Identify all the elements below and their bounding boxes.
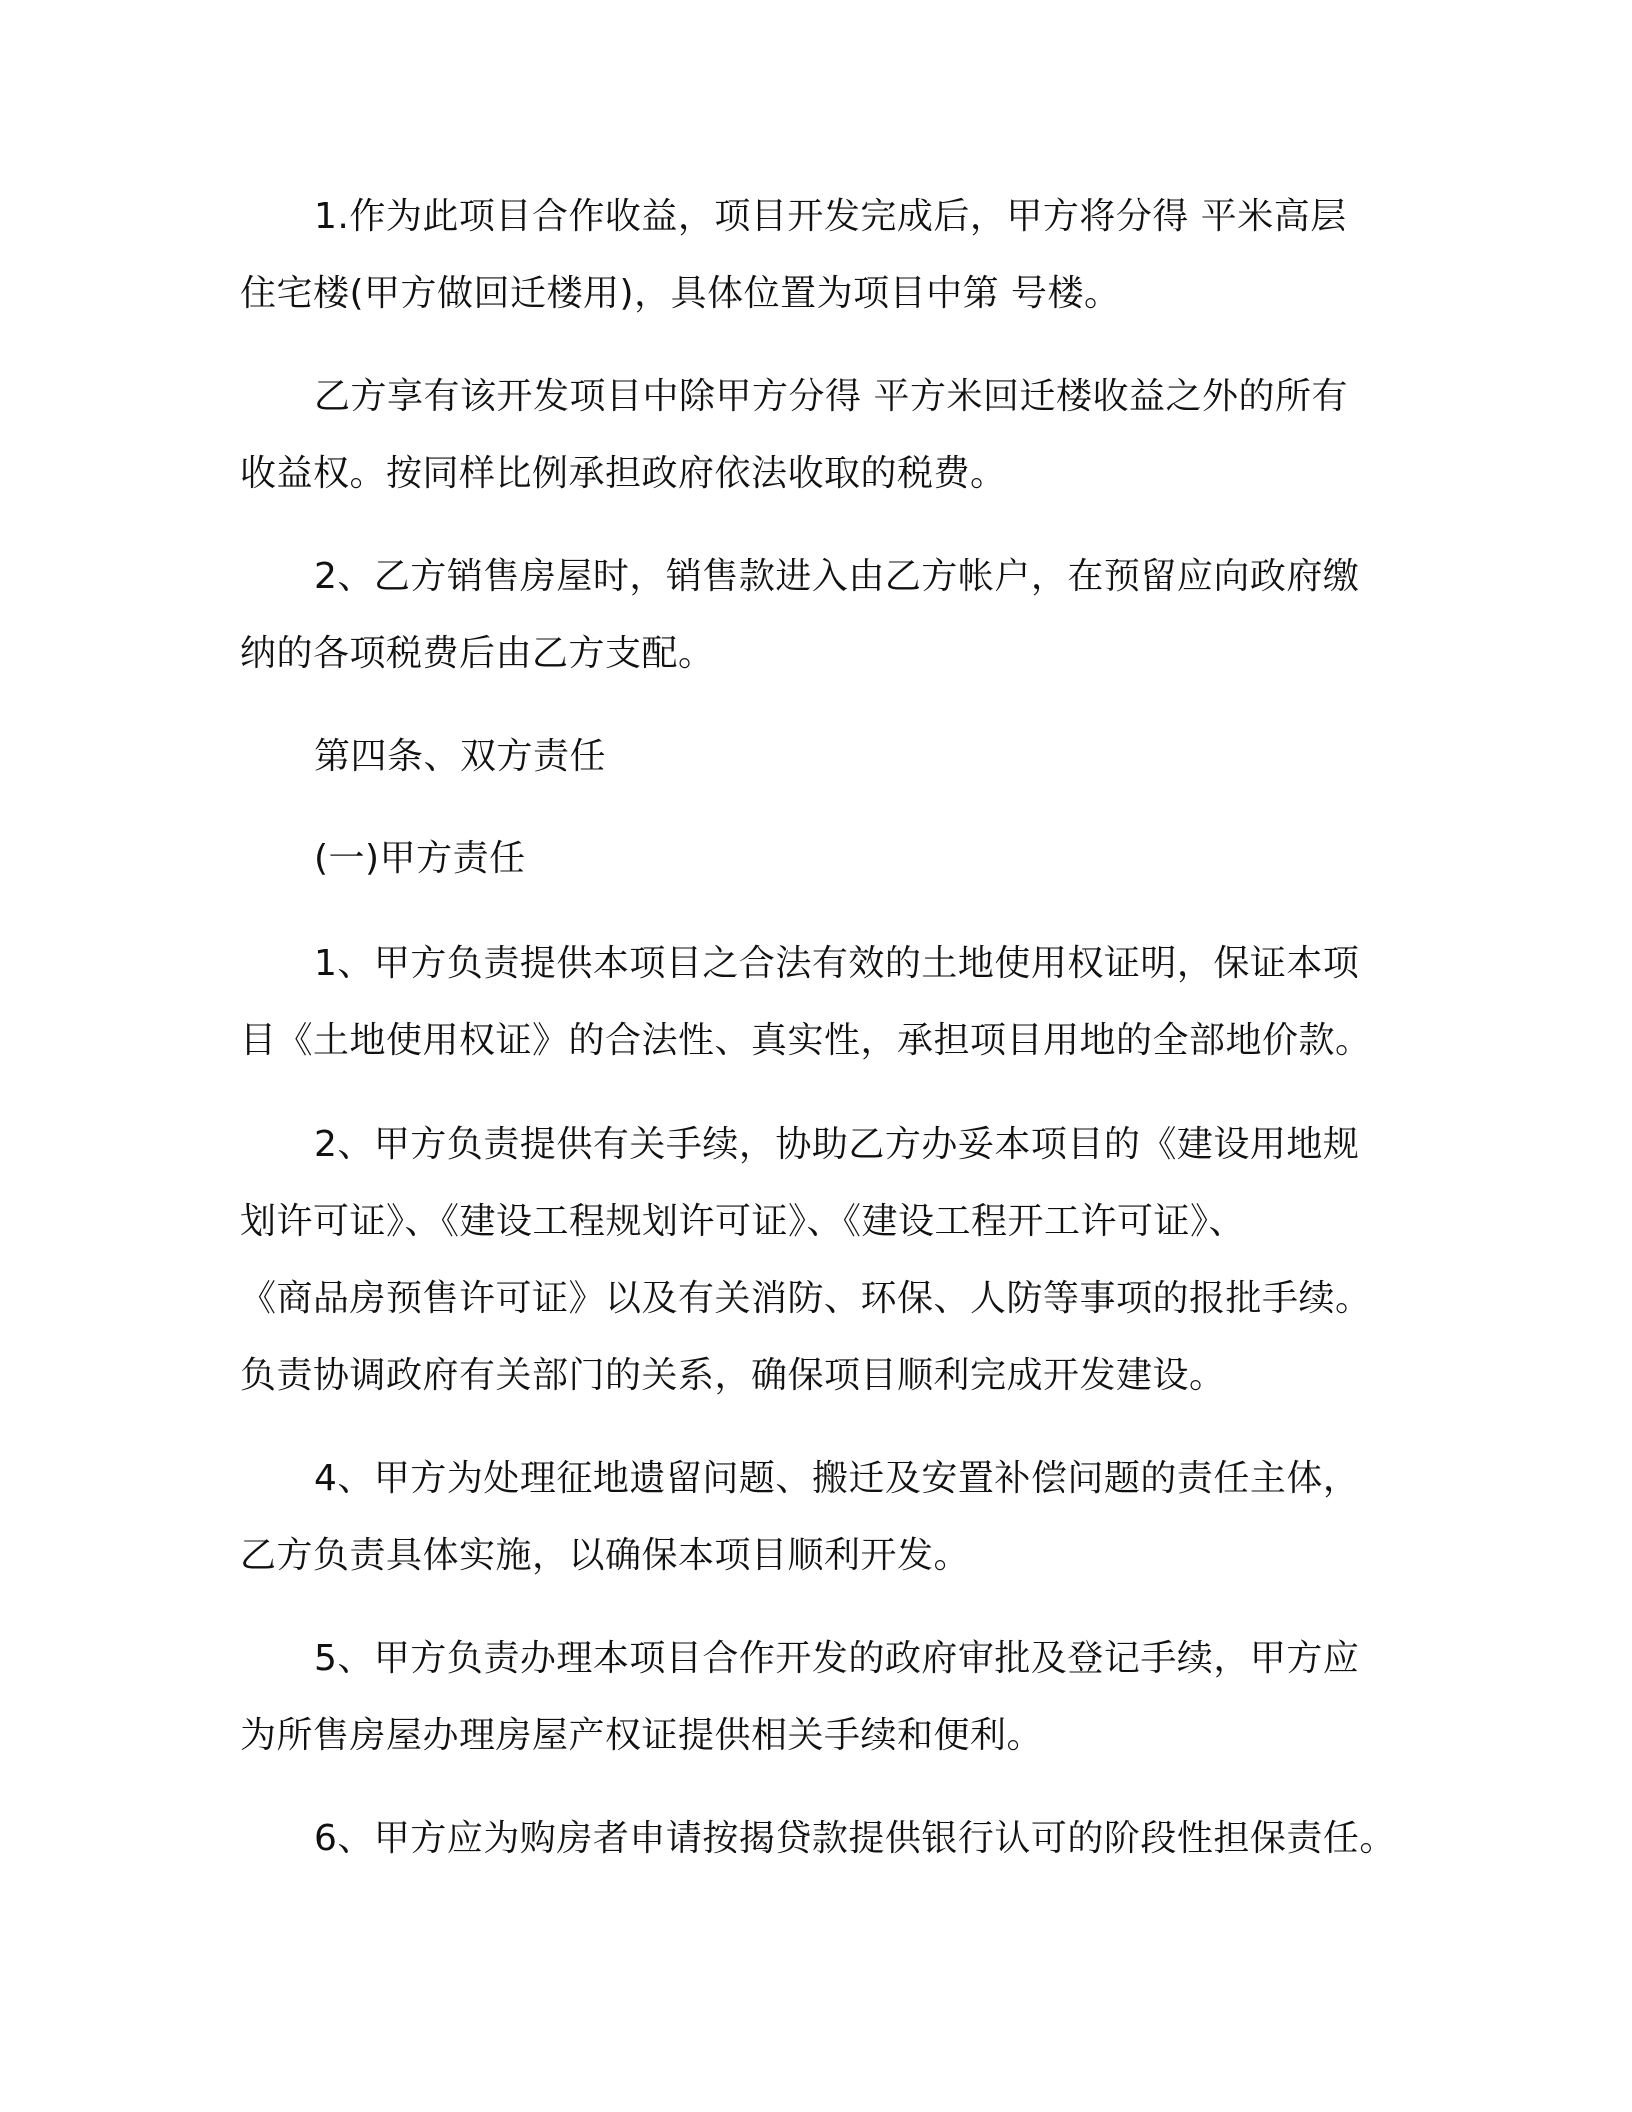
text-line: 为所售房屋办理房屋产权证提供相关手续和便利。 xyxy=(240,1715,1044,1756)
paragraph-2 xyxy=(240,358,1400,512)
text-line: 负责协调政府有关部门的关系，确保项目顺利完成开发建设。 xyxy=(240,1355,1226,1396)
text-line: 2、乙方销售房屋时，销售款进入由乙方帐户，在预留应向政府缴 xyxy=(314,556,1360,597)
text-line: 2、甲方负责提供有关手续，协助乙方办妥本项目的《建设用地规 xyxy=(314,1124,1360,1165)
text-line: 1.作为此项目合作收益，项目开发完成后，甲方将分得 平米高层 xyxy=(314,196,1347,237)
paragraph-7 xyxy=(240,1106,1400,1414)
paragraph-3 xyxy=(240,538,1400,692)
text-line: 乙方负责具体实施，以确保本项目顺利开发。 xyxy=(240,1535,971,1576)
paragraph-9 xyxy=(240,1620,1400,1774)
text-line: (一)甲方责任 xyxy=(314,838,526,879)
text-line: 第四条、双方责任 xyxy=(314,736,607,777)
text-line: 《商品房预售许可证》以及有关消防、环保、人防等事项的报批手续。 xyxy=(240,1278,1372,1319)
section-heading-article-4 xyxy=(240,718,1400,795)
text-line: 目《土地使用权证》的合法性、真实性，承担项目用地的全部地价款。 xyxy=(240,1020,1372,1061)
text-line: 5、甲方负责办理本项目合作开发的政府审批及登记手续，甲方应 xyxy=(314,1638,1360,1679)
text-line: 6、甲方应为购房者申请按揭贷款提供银行认可的阶段性担保责任。 xyxy=(314,1818,1396,1859)
paragraph-1 xyxy=(240,178,1400,332)
text-line: 划许可证》、《建设工程规划许可证》、《建设工程开工许可证》、 xyxy=(240,1201,1246,1242)
text-line: 纳的各项税费后由乙方支配。 xyxy=(240,633,715,674)
text-line: 1、甲方负责提供本项目之合法有效的土地使用权证明，保证本项 xyxy=(314,943,1360,984)
text-line: 住宅楼(甲方做回迁楼用)，具体位置为项目中第 号楼。 xyxy=(240,273,1121,314)
text-line: 4、甲方为处理征地遗留问题、搬迁及安置补偿问题的责任主体， xyxy=(314,1458,1360,1499)
text-line: 收益权。按同样比例承担政府依法收取的税费。 xyxy=(240,453,1007,494)
paragraph-6 xyxy=(240,925,1400,1079)
text-line: 乙方享有该开发项目中除甲方分得 平方米回迁楼收益之外的所有 xyxy=(314,376,1348,417)
subsection-heading-party-a xyxy=(240,820,1400,897)
paragraph-10 xyxy=(240,1800,1400,1877)
paragraph-8 xyxy=(240,1440,1400,1594)
